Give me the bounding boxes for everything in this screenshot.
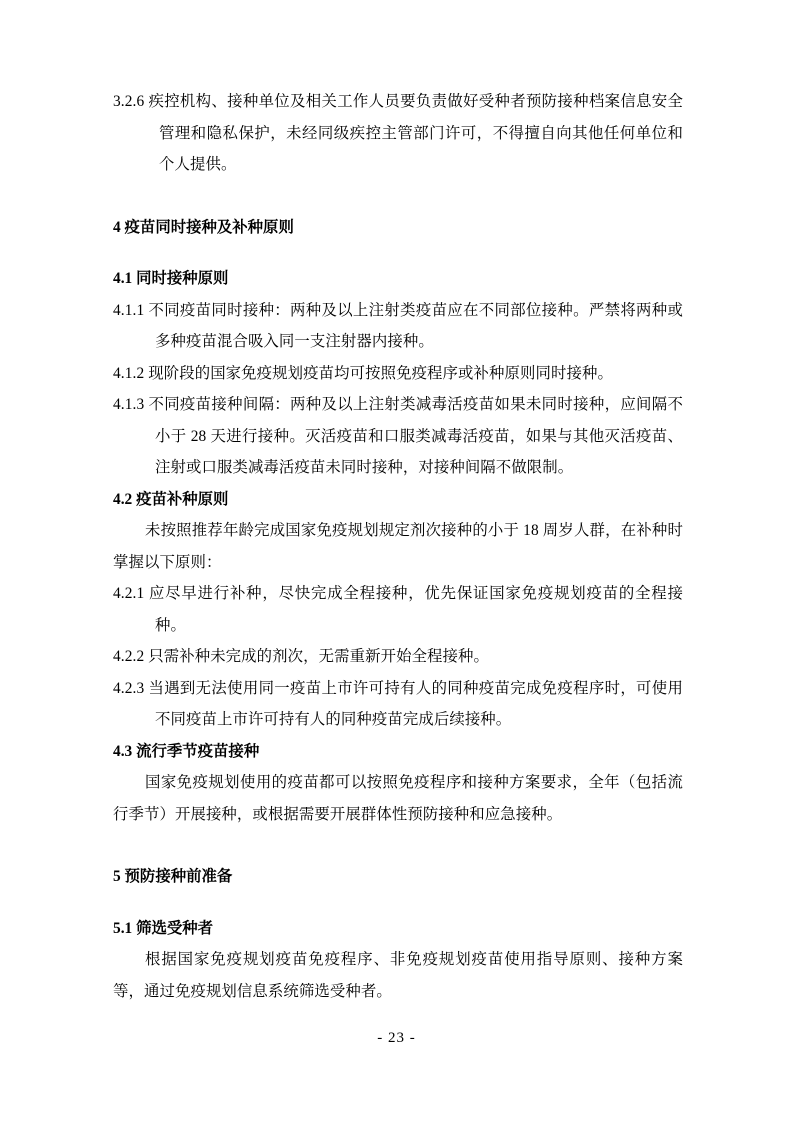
heading-section-5-1: 5.1 筛选受种者 [113,919,214,937]
heading-section-5: 5 预防接种前准备 [113,868,233,885]
paragraph-3-2-6: 3.2.6 疾控机构、接种单位及相关工作人员要负责做好受种者预防接种档案信息安全管理和隐私保护，未经同级疾控主管部门许可，不得擅自向其他任何单位和个人提供。 [113,93,683,173]
spacer [113,893,683,913]
heading-section-4: 4 疫苗同时接种及补种原则 [113,218,294,236]
paragraph-4-1-1: 4.1.1 不同疫苗同时接种：两种及以上注射类疫苗应在不同部位接种。严禁将两种或多种疫苗混合吸入同一支注射器内接种。 [113,301,683,350]
spacer [113,181,683,212]
page-number: - 23 - [377,1030,416,1046]
paragraph-4-2-body: 未按照推荐年龄完成国家免疫规划规定剂次接种的小于 18 周岁人群，在补种时掌握以下原则： [113,522,683,571]
paragraph-4-3-body: 国家免疫规划使用的疫苗都可以按照免疫程序和接种方案要求，全年（包括流行季节）开展接种，或根据需要开展群体性预防接种和应急接种。 [113,774,683,823]
paragraph-5-1-body: 根据国家免疫规划疫苗免疫程序、非免疫规划疫苗使用指导原则、接种方案等，通过免疫规划信息系统筛选受种者。 [113,951,683,1000]
spacer [113,243,683,263]
spacer [113,830,683,861]
heading-section-4-3: 4.3 流行季节疫苗接种 [113,742,260,760]
paragraph-4-2-1: 4.2.1 应尽早进行补种，尽快完成全程接种，优先保证国家免疫规划疫苗的全程接种。 [113,585,683,634]
page-content [113,86,683,1007]
heading-section-4-1: 4.1 同时接种原则 [113,270,229,287]
paragraph-4-1-2: 4.1.2 现阶段的国家免疫规划疫苗均可按照免疫程序或补种原则同时接种。 [113,364,613,382]
heading-section-4-2: 4.2 疫苗补种原则 [113,490,229,508]
paragraph-4-1-3: 4.1.3 不同疫苗接种间隔：两种及以上注射类减毒活疫苗如果未同时接种，应间隔不小于 28 天进行接种。灭活疫苗和口服类减毒活疫苗，如果与其他灭活疫苗、注射或口服类减毒活疫苗未同时接种，对接种间隔不做限制。 [113,396,683,476]
paragraph-4-2-2: 4.2.2 只需补种未完成的剂次，无需重新开始全程接种。 [113,648,490,665]
paragraph-4-2-3: 4.2.3 当遇到无法使用同一疫苗上市许可持有人的同种疫苗完成免疫程序时，可使用不同疫苗上市许可持有人的同种疫苗完成后续接种。 [113,679,683,728]
